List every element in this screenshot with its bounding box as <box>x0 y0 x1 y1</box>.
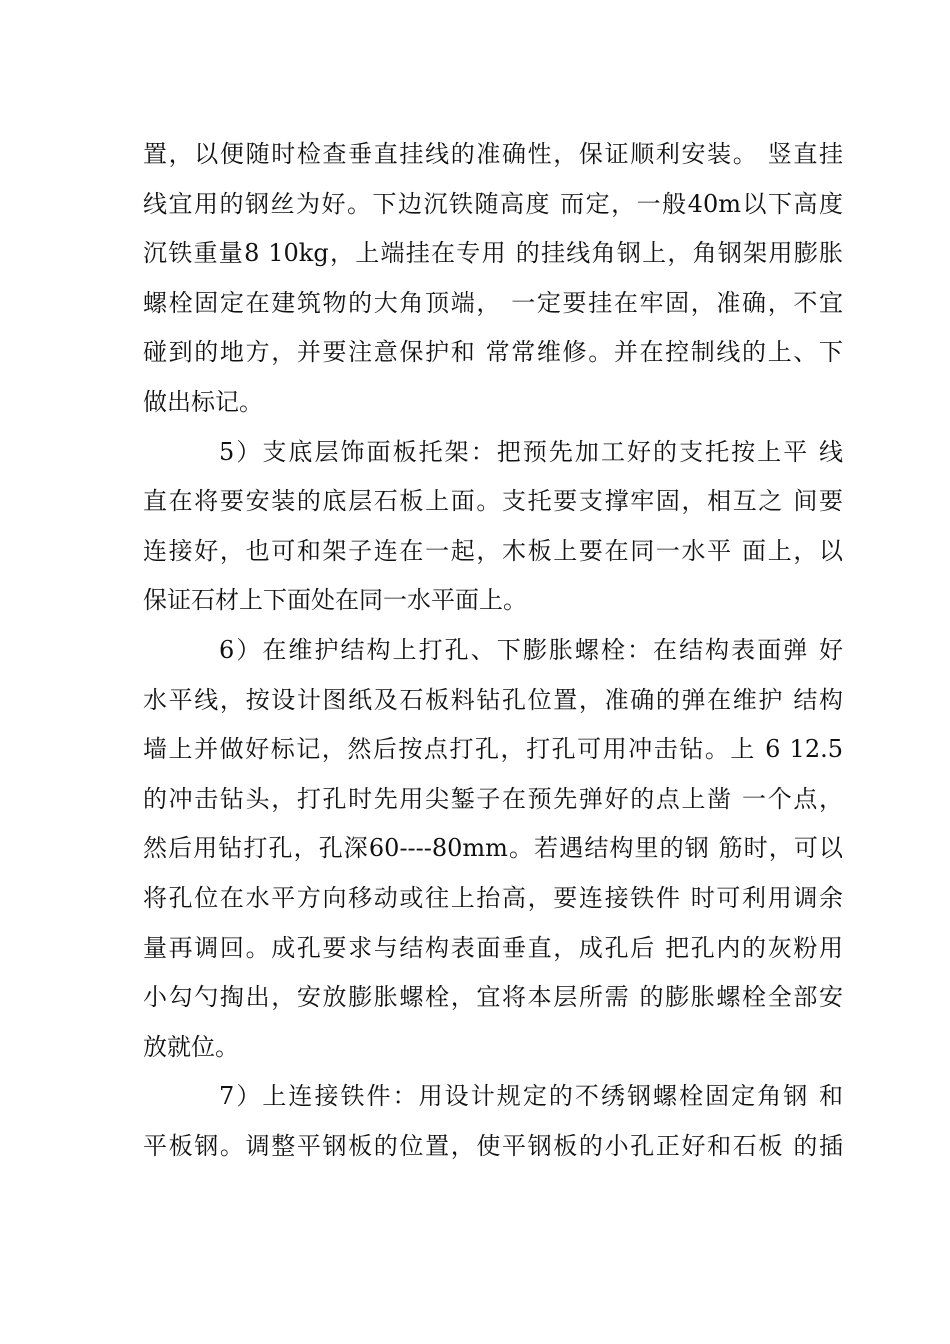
text-line-last: 保证石材上下面处在同一水平面上。 <box>143 586 527 615</box>
paragraph-step-7 <box>143 1072 843 1171</box>
text-line: 然后用钻打孔，孔深60----80mm。若遇结构里的钢 筋时，可以 <box>143 834 843 863</box>
paragraph-step-6 <box>143 626 843 1072</box>
body-text <box>143 130 843 1171</box>
text-line-last: 做出标记。 <box>143 387 263 416</box>
text-line: 线宜用的钢丝为好。下边沉铁随高度 而定，一般40m以下高度 <box>143 189 843 218</box>
text-line: 连接好，也可和架子连在一起，木板上要在同一水平 面上，以 <box>143 536 843 565</box>
text-line: 沉铁重量8 10kg，上端挂在专用 的挂线角钢上，角钢架用膨胀 <box>143 239 843 268</box>
paragraph-step-5 <box>143 428 843 626</box>
paragraph-plumb-line <box>143 130 843 428</box>
text-line: 的冲击钻头，打孔时先用尖錾子在预先弹好的点上凿 一个点， <box>143 784 843 813</box>
text-line: 置，以便随时检查垂直挂线的准确性，保证顺利安装。 竖直挂 <box>143 140 843 168</box>
text-line: 水平线，按设计图纸及石板料钻孔位置，准确的弹在维护 结构 <box>143 685 843 714</box>
text-line-first: 7）上连接铁件：用设计规定的不绣钢螺栓固定角钢 和 <box>219 1082 843 1111</box>
text-line: 平板钢。调整平钢板的位置，使平钢板的小孔正好和石板 的插 <box>143 1131 843 1160</box>
text-line: 直在将要安装的底层石板上面。支托要支撑牢固，相互之 间要 <box>143 487 843 516</box>
text-line: 将孔位在水平方向移动或往上抬高，要连接铁件 时可利用调余 <box>143 883 843 912</box>
text-line: 量再调回。成孔要求与结构表面垂直，成孔后 把孔内的灰粉用 <box>143 933 843 962</box>
text-line-first: 6）在维护结构上打孔、下膨胀螺栓：在结构表面弹 好 <box>219 635 843 664</box>
text-line: 墙上并做好标记，然后按点打孔，打孔可用冲击钻。上 6 12.5 <box>143 735 843 764</box>
text-line: 碰到的地方，并要注意保护和 常常维修。并在控制线的上、下 <box>143 338 843 367</box>
text-line: 螺栓固定在建筑物的大角顶端， 一定要挂在牢固，准确，不宜 <box>143 288 843 317</box>
text-line: 小勾勺掏出，安放膨胀螺栓，宜将本层所需 的膨胀螺栓全部安 <box>143 983 843 1012</box>
text-line-last: 放就位。 <box>143 1032 239 1061</box>
text-line-first: 5）支底层饰面板托架：把预先加工好的支托按上平 线 <box>219 437 843 466</box>
